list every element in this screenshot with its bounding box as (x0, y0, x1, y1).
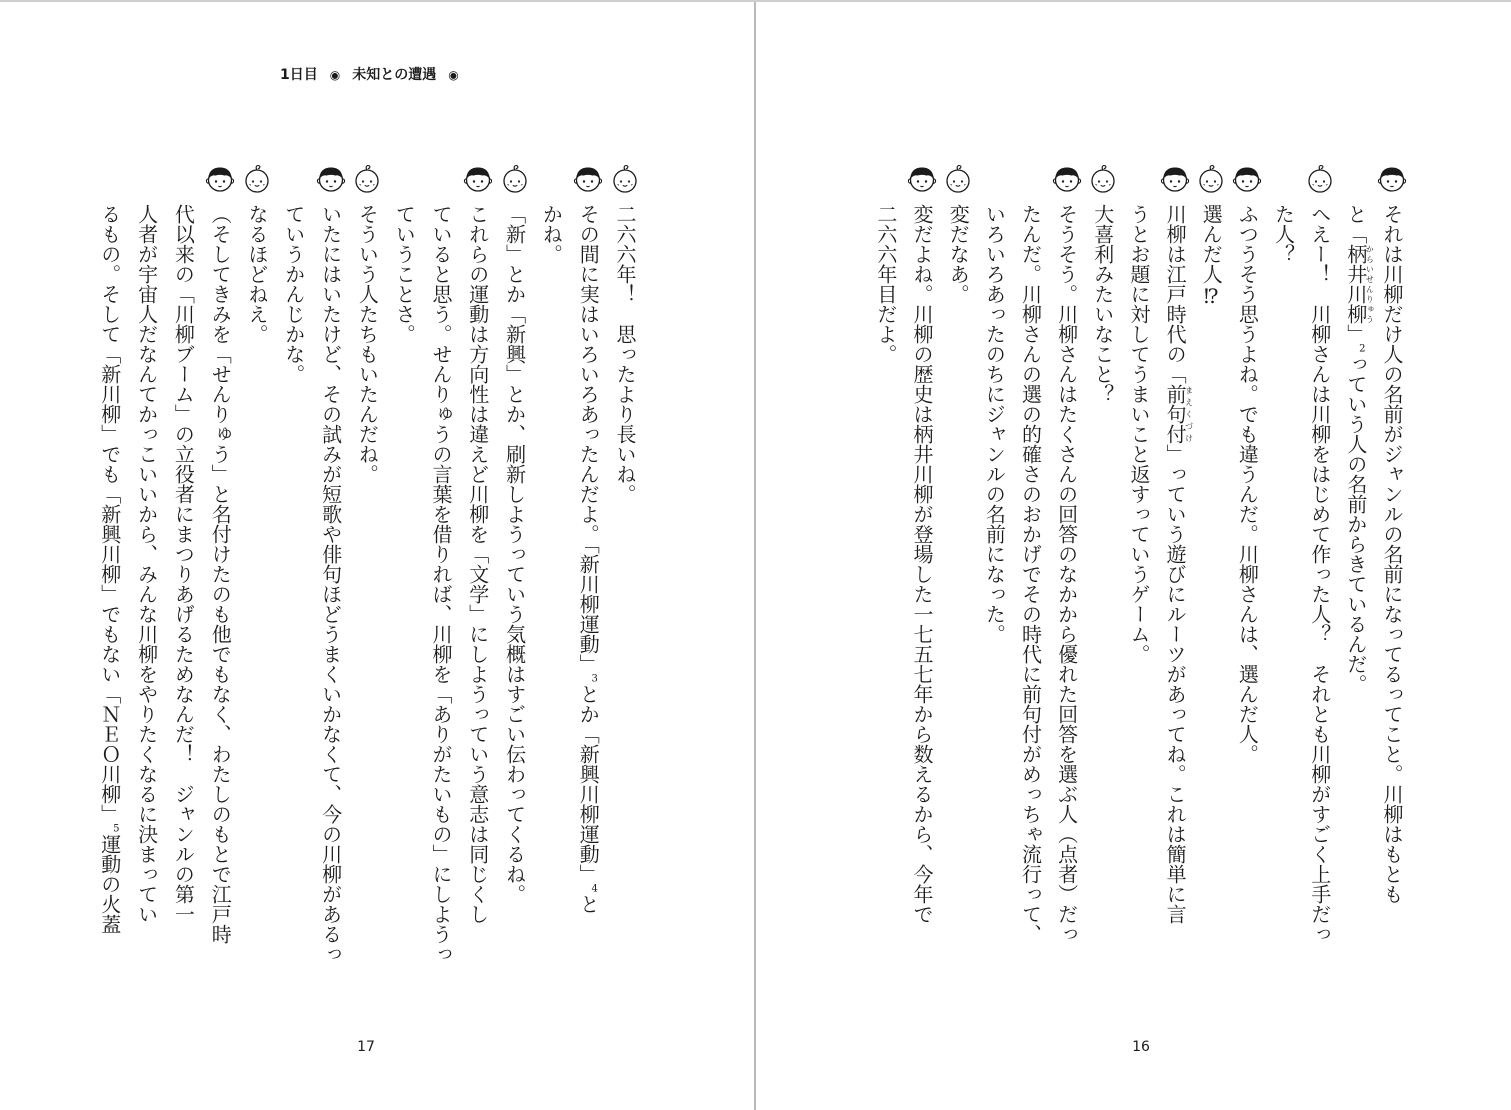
page-number: 17 (357, 1039, 375, 1055)
left-page (0, 2, 754, 1110)
page-number: 16 (1132, 1039, 1150, 1055)
text-column (1013, 158, 1049, 988)
text-column (570, 158, 606, 988)
boy-face-icon (1160, 160, 1190, 194)
column-text (1266, 204, 1302, 264)
boy-face-icon (1232, 160, 1262, 194)
circle-dot-icon: ◉ (329, 68, 341, 82)
baby-face-icon (610, 160, 640, 194)
text-column (1374, 158, 1410, 988)
text-column (533, 158, 569, 988)
text-run: そういう人たちもいたんだね。 (355, 204, 380, 484)
column-text (904, 204, 940, 924)
text-run: いたにはいたけど、その試みが短歌や俳句ほどうまくいかなくて、今の川柳があるっ (318, 204, 343, 964)
column-text (533, 204, 569, 264)
text-column (904, 158, 940, 988)
text-run: と (576, 894, 601, 914)
footnote-number: 2 (1359, 344, 1366, 354)
text-column (1302, 158, 1338, 988)
text-column (976, 158, 1012, 988)
text-run: かね。 (539, 204, 564, 264)
column-text (1049, 204, 1085, 944)
text-run: うとお題に対してうまいこと返すっていうゲーム。 (1126, 204, 1151, 664)
column-text (313, 204, 349, 964)
column-text (1302, 204, 1338, 944)
chapter-title: 未知との遭遇 (352, 67, 437, 83)
text-run: ていると思う。せんりゅうの言葉を借りれば、川柳を「ありがたいもの」にしようっ (429, 204, 453, 964)
column-text (129, 204, 165, 924)
text-column (497, 158, 533, 988)
text-run: それは川柳だけ人の名前がジャンルの名前になってるってこと。川柳はもとも (1380, 204, 1404, 904)
text-run: っていう人の名前からきているんだ。 (1343, 354, 1368, 694)
column-text (386, 204, 422, 344)
column-text (1193, 204, 1229, 308)
text-run: その間に実はいろいろあったんだよ。「新川柳運動」 (576, 204, 601, 674)
column-text (202, 204, 238, 944)
text-column (129, 158, 165, 988)
column-text (92, 204, 128, 934)
text-column (1085, 158, 1121, 988)
ruby-reading: からいせんりゅう (1365, 244, 1375, 324)
text-run: 二六六年目だよ。 (873, 204, 898, 364)
text-column (1229, 158, 1265, 988)
ruby-base: 柄井川柳 (1343, 244, 1368, 324)
text-run: 代以来の「川柳ブーム」の立役者にまつりあげるためなんだ！ ジャンルの第一 (171, 204, 196, 924)
column-text (1085, 204, 1121, 404)
column-text (460, 204, 496, 924)
footnote-number: 3 (591, 674, 598, 684)
text-column (276, 158, 312, 988)
column-text (1013, 204, 1049, 944)
ruby-reading: まえくづけ (1184, 384, 1194, 444)
text-run: 運動の火蓋 (97, 834, 122, 934)
column-text (165, 204, 201, 924)
text-run: 「新」とか「新興」とか、刷新しようっていう気概はすごい伝わってくるね。 (502, 204, 527, 904)
column-text (1157, 204, 1193, 924)
text-run: ていうことさ。 (392, 204, 417, 344)
text-run: （そしてきみを「せんりゅう」と名付けたのも他でもなく、わたしのもとで江戸時 (208, 204, 233, 944)
text-column (868, 158, 904, 988)
text-columns (0, 2, 754, 1110)
text-column (165, 158, 201, 988)
baby-face-icon (500, 160, 530, 194)
text-column (92, 158, 128, 988)
text-run: るもの。そして「新川柳」でも「新興川柳」でもない「ＮＥＯ川柳」 (97, 204, 122, 824)
text-column (607, 158, 643, 988)
circle-dot-icon: ◉ (448, 68, 459, 82)
column-text (607, 204, 643, 504)
text-column (940, 158, 976, 988)
text-run: 」 (1343, 324, 1368, 344)
text-run: 川柳は江戸時代の「 (1163, 204, 1188, 384)
baby-face-icon (242, 160, 272, 194)
baby-face-icon (1088, 160, 1118, 194)
text-run: と「 (1343, 204, 1368, 244)
column-text (497, 204, 533, 904)
text-run: ていうかんじかな。 (281, 204, 306, 384)
text-run: 変だなあ。 (946, 204, 971, 304)
boy-face-icon (907, 160, 937, 194)
text-column (1049, 158, 1085, 988)
boy-face-icon (1377, 160, 1407, 194)
right-page (756, 2, 1511, 1110)
text-run: とか「新興川柳運動」 (576, 684, 601, 884)
ruby-word (1163, 384, 1194, 444)
baby-face-icon (1305, 160, 1335, 194)
text-run: なるほどねえ。 (245, 204, 269, 344)
text-column (1157, 158, 1193, 988)
text-run: 選んだ人⁉ (1199, 204, 1224, 308)
ruby-base: 前句付 (1163, 384, 1188, 444)
text-run: 大喜利みたいなこと？ (1090, 204, 1115, 404)
text-column (349, 158, 385, 988)
column-text (976, 204, 1012, 644)
text-run: 変だよね。川柳の歴史は柄井川柳が登場した一七五七年から数えるから、今年で (910, 204, 935, 924)
baby-face-icon (352, 160, 382, 194)
column-text (1229, 204, 1265, 764)
text-column (313, 158, 349, 988)
text-run: いろいろあったのちにジャンルの名前になった。 (982, 204, 1007, 644)
footnote-number: 4 (591, 884, 598, 894)
text-column (1193, 158, 1229, 988)
day-label: 1日目 (280, 67, 318, 83)
column-text (349, 204, 385, 484)
text-run: たんだ。川柳さんの選の的確さのおかげでその時代に前句付がめっちゃ流行って、 (1018, 204, 1043, 944)
text-run: ふつうそう思うよね。でも違うんだ。川柳さんは、選んだ人。 (1235, 204, 1260, 764)
boy-face-icon (316, 160, 346, 194)
text-column (202, 158, 238, 988)
column-text (570, 204, 606, 914)
text-run: 人者が宇宙人だなんてかっこいいから、みんな川柳をやりたくなるに決まってい (134, 204, 159, 924)
column-text (1121, 204, 1157, 664)
text-run: た人？ (1271, 204, 1296, 264)
text-column (460, 158, 496, 988)
boy-face-icon (573, 160, 603, 194)
text-column (1266, 158, 1302, 988)
column-text (940, 204, 976, 304)
column-text (868, 204, 904, 364)
text-column (239, 158, 275, 988)
text-run: そうそう。川柳さんはたくさんの回答のなかから優れた回答を選ぶ人（点者）だっ (1054, 204, 1079, 944)
column-text (1374, 204, 1410, 904)
text-run: これらの運動は方向性は違えど川柳を「文学」にしようっていう意志は同じくし (465, 204, 490, 924)
boy-face-icon (463, 160, 493, 194)
footnote-number: 5 (113, 824, 120, 834)
text-column (1121, 158, 1157, 988)
text-column (386, 158, 422, 988)
text-column (423, 158, 459, 988)
text-columns (756, 2, 1511, 1110)
boy-face-icon (1052, 160, 1082, 194)
baby-face-icon (943, 160, 973, 194)
column-text (423, 204, 459, 964)
column-text (276, 204, 312, 384)
text-run: へえー！ 川柳さんは川柳をはじめて作った人？ それとも川柳がすごく上手だっ (1307, 204, 1332, 944)
text-column (1338, 158, 1374, 988)
ruby-word (1343, 244, 1375, 324)
baby-face-icon (1196, 160, 1226, 194)
text-run: 二六六年！ 思ったより長いね。 (613, 204, 637, 504)
column-text (1338, 204, 1374, 694)
text-run: 」っていう遊びにルーツがあってね。これは簡単に言 (1163, 444, 1188, 924)
boy-face-icon (205, 160, 235, 194)
column-text (239, 204, 275, 344)
